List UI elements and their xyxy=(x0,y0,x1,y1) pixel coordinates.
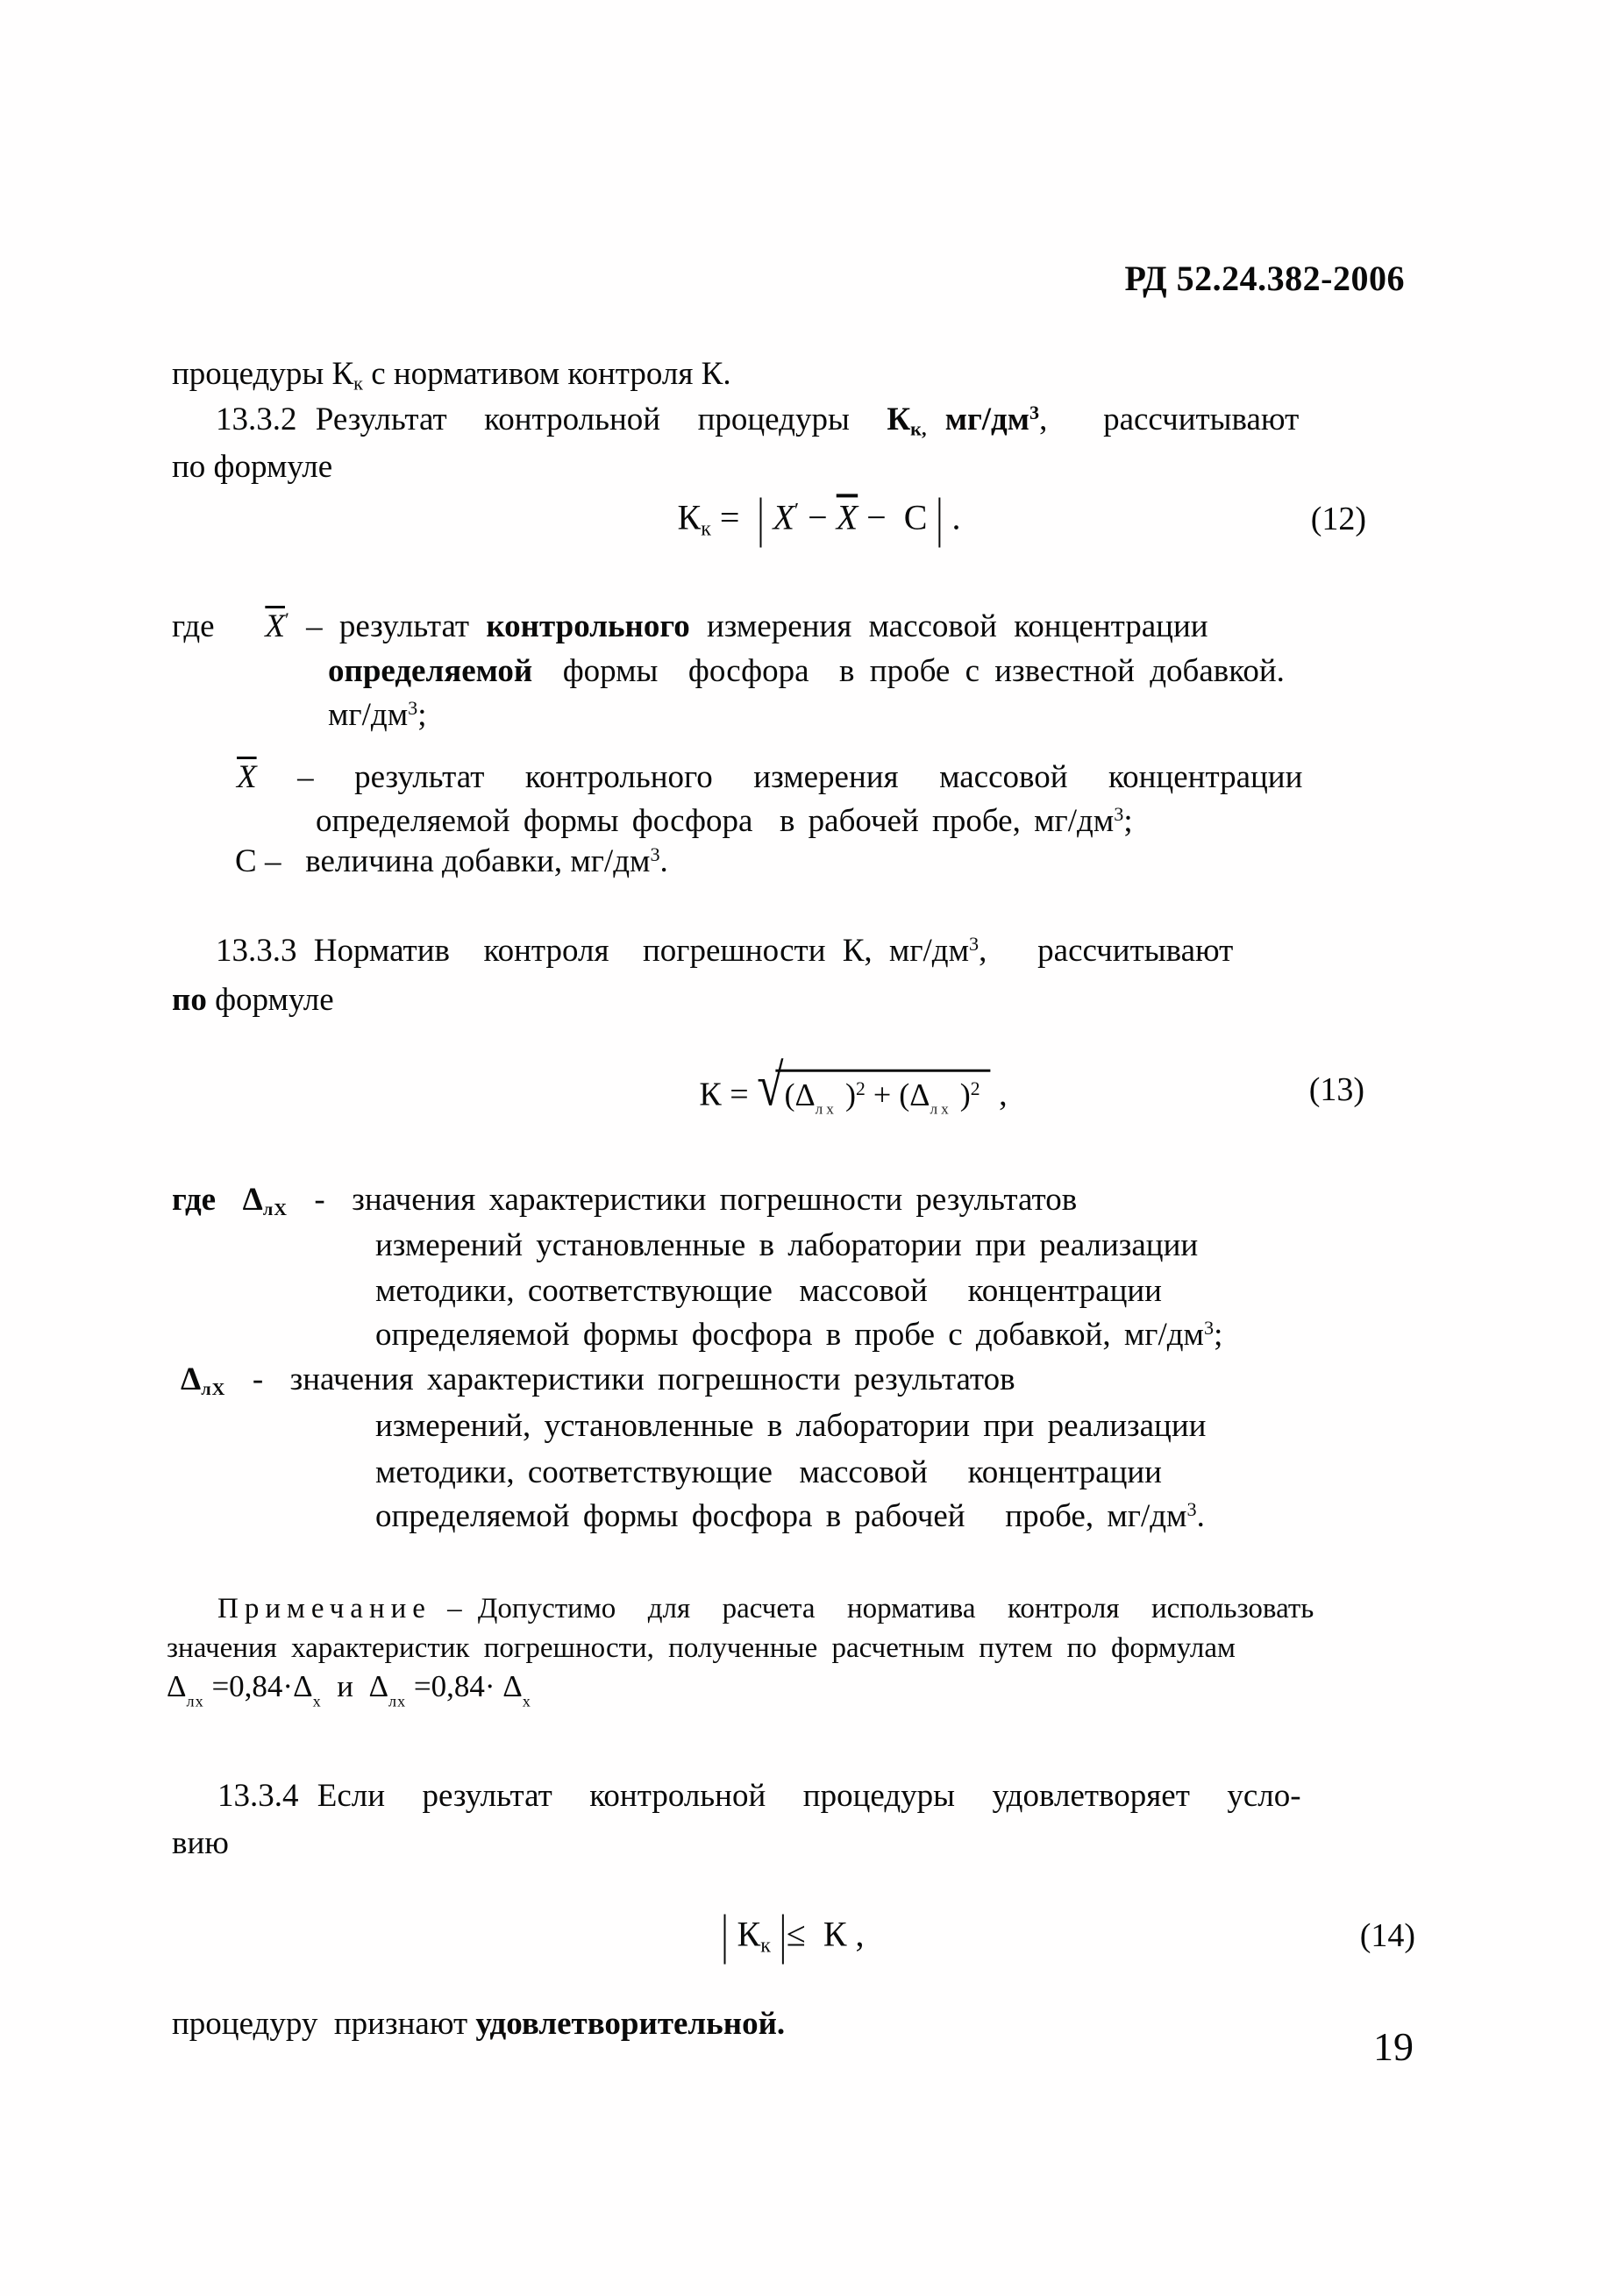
where-x-prime-line1 xyxy=(172,608,1208,644)
clause-13-3-2-line2: по формуле xyxy=(172,449,333,485)
radical-sign: √ xyxy=(757,1052,784,1118)
where-x-prime-line2 xyxy=(328,653,1285,689)
where-delta1-line4 xyxy=(375,1317,1222,1353)
formula-12-row xyxy=(0,484,1610,554)
definition-text-bold: контрольного xyxy=(486,608,690,644)
semicolon: ; xyxy=(1214,1317,1223,1353)
x-prime-bar-symbol: $\overline{X}$ xyxy=(265,608,285,644)
minus: − xyxy=(799,497,837,537)
delta-symbol: Δ xyxy=(181,1361,202,1397)
formula-13-label: (13) xyxy=(1308,1071,1364,1108)
clause-text: Норматив контроля погрешности К, мг/дм xyxy=(313,933,970,969)
clause-text-bold: по xyxy=(172,982,207,1018)
intro-text: процедуры К xyxy=(172,356,354,392)
definition-text: значения характеристики погрешности результатов xyxy=(352,1182,1078,1218)
clause-13-3-3-line1 xyxy=(216,933,1233,969)
where-delta1-line2: измерений установленные в лаборатории при реализации xyxy=(375,1227,1199,1263)
delta-subscript-2: х xyxy=(312,1692,322,1710)
clause-text-end: рассчитывают xyxy=(987,933,1234,969)
note-label: Примечание xyxy=(217,1593,431,1624)
comma: , xyxy=(979,933,987,969)
delta-subscript-2: лх xyxy=(930,1100,952,1118)
delta-paren-2: (Δ xyxy=(899,1077,930,1112)
abs-bar-right: | xyxy=(779,1903,787,1965)
semicolon: ; xyxy=(417,697,427,733)
plus: + xyxy=(865,1077,900,1112)
page-number: 19 xyxy=(1373,2024,1414,2069)
x-prime-symbol: X xyxy=(764,497,794,537)
equals: = xyxy=(730,1076,758,1113)
definition-text: определяемой формы фосфора в рабочей пробе, мг/дм xyxy=(375,1498,1187,1534)
delta-subscript: лХ xyxy=(262,1200,288,1220)
close-paren-2: ) xyxy=(951,1077,971,1112)
definition-text: результат xyxy=(338,608,487,644)
semicolon: ; xyxy=(1123,803,1133,839)
c-symbol: С xyxy=(903,497,937,537)
paragraph-intro xyxy=(172,356,731,395)
delta-subscript: лХ xyxy=(201,1380,226,1400)
definition-text: определяемой формы фосфора в рабочей пробе, мг/дм xyxy=(316,803,1115,839)
delta-subscript-4: х xyxy=(522,1692,531,1710)
note-line1 xyxy=(217,1593,1314,1625)
delta-symbol: Δ xyxy=(167,1669,187,1703)
prime-mark: ′ xyxy=(794,500,800,523)
delta-symbol-2: Δ xyxy=(293,1669,313,1703)
minus-2: − xyxy=(858,497,904,537)
kk-subscript: к, xyxy=(910,417,927,440)
where-delta2-line2: измерений, установленные в лаборатории при реализации xyxy=(375,1408,1207,1444)
unit-exponent: 3 xyxy=(1203,1316,1215,1339)
clause-text-end: рассчитывают xyxy=(1047,402,1300,437)
definition-text-bold: определяемой xyxy=(328,653,533,689)
unit-exponent: 3 xyxy=(650,842,660,865)
note-line2: значения характеристик погрешности, полученные расчетным путем по формулам xyxy=(167,1632,1236,1664)
delta-subscript: лх xyxy=(186,1692,204,1710)
abs-bar-left: | xyxy=(757,487,765,548)
where-delta2-line3: методики, соответствующие массовой концентрации xyxy=(375,1454,1162,1490)
exponent-2: 2 xyxy=(970,1077,980,1099)
x-bar-symbol: $\overline{X}$ xyxy=(237,759,257,795)
delta-subscript-3: лх xyxy=(388,1692,407,1710)
where-word: где xyxy=(172,1182,243,1218)
where-x-line2 xyxy=(316,803,1133,839)
period: . xyxy=(659,843,668,879)
where-c-line xyxy=(235,843,668,879)
space xyxy=(771,1914,780,1953)
unit-exponent: 3 xyxy=(1114,802,1124,825)
delta-symbol-3: Δ xyxy=(368,1669,388,1703)
clause-13-3-4-line1 xyxy=(217,1778,1301,1814)
unit-text: мг/дм xyxy=(328,697,409,733)
where-x-prime-line3 xyxy=(328,697,426,733)
period: . xyxy=(943,497,961,537)
clause-13-3-4-line2: вию xyxy=(172,1825,229,1861)
clause-number: 13.3.4 xyxy=(217,1778,317,1814)
less-equal-sign: ≤ xyxy=(786,1914,806,1954)
kk-symbol: К xyxy=(887,402,911,437)
delta-symbol: Δ xyxy=(242,1182,263,1218)
clause-text: формуле xyxy=(206,982,334,1018)
dash: – xyxy=(289,608,339,644)
definition-text: определяемой формы фосфора в пробе с добавкой, мг/дм xyxy=(375,1317,1204,1353)
close-paren: ) xyxy=(837,1077,856,1112)
prime-mark: ′ xyxy=(284,608,289,630)
dash: - xyxy=(287,1182,353,1218)
formula-14-label: (14) xyxy=(1359,1917,1415,1954)
radicand xyxy=(775,1070,990,1119)
k-symbol: К xyxy=(805,1914,856,1954)
formula-13-row xyxy=(0,1050,1610,1129)
dash: – xyxy=(256,843,306,879)
formula-12 xyxy=(677,487,961,548)
kk-symbol: К xyxy=(677,497,702,537)
equation-text-2: =0,84· xyxy=(406,1669,503,1703)
formula-14 xyxy=(721,1903,865,1965)
definition-text: величина добавки, мг/дм xyxy=(305,843,651,879)
clause-text: Результат контрольной процедуры xyxy=(315,402,887,437)
clause-number: 13.3.3 xyxy=(216,933,314,969)
unit-exponent: 3 xyxy=(969,932,980,955)
clause-number: 13.3.2 xyxy=(216,402,316,437)
delta-paren: (Δ xyxy=(784,1077,816,1112)
definition-text: результат контрольного измерения массовой концентрации xyxy=(354,759,1303,795)
note-text: – Допустимо для расчета норматива контроля использовать xyxy=(431,1593,1314,1624)
closing-text-bold: удовлетворительной. xyxy=(475,2006,786,2042)
dash: - xyxy=(225,1361,290,1397)
comma: , xyxy=(1039,402,1048,437)
k-subscript: к xyxy=(353,372,363,395)
intro-text-2: с нормативом контроля К. xyxy=(362,356,731,392)
where-delta2-line4 xyxy=(375,1498,1205,1534)
formula-12-label: (12) xyxy=(1310,501,1366,537)
abs-bar-right: | xyxy=(936,487,944,548)
period: . xyxy=(1196,1498,1205,1534)
definition-text: значения характеристики погрешности результатов xyxy=(289,1361,1015,1397)
clause-13-3-3-line2 xyxy=(172,982,334,1018)
k-symbol: К xyxy=(699,1076,730,1113)
where-delta1-line1 xyxy=(172,1182,1077,1220)
unit-exponent: 3 xyxy=(1029,401,1040,423)
note-formula xyxy=(167,1669,531,1710)
delta-symbol-4: Δ xyxy=(502,1669,523,1703)
formula-13 xyxy=(699,1052,1008,1119)
dash: – xyxy=(256,759,355,795)
x-bar-symbol: $\overline{X}$ xyxy=(836,497,858,537)
definition-text-2: измерения массовой концентрации xyxy=(689,608,1208,644)
c-symbol: С xyxy=(235,843,257,879)
comma: , xyxy=(990,1076,1008,1113)
equation-text: =0,84· xyxy=(203,1669,294,1703)
doc-number: РД 52.24.382-2006 xyxy=(1124,259,1405,298)
abs-bar-left: | xyxy=(721,1903,729,1965)
unit-exponent: 3 xyxy=(1186,1497,1197,1520)
formula-14-row xyxy=(0,1901,1610,1971)
comma: , xyxy=(855,1914,865,1954)
kk-subscript: к xyxy=(760,1934,771,1958)
clause-text: Если результат контрольной процедуры удовлетворяет усло- xyxy=(317,1778,1301,1814)
kk-symbol: К xyxy=(728,1914,761,1954)
and-word: и xyxy=(321,1669,369,1703)
closing-line xyxy=(172,2006,785,2042)
equals: = xyxy=(710,497,758,537)
delta-subscript: лх xyxy=(815,1100,837,1118)
where-delta1-line3: методики, соответствующие массовой концентрации xyxy=(375,1273,1162,1309)
kk-subscript: к xyxy=(701,517,711,541)
unit-exponent: 3 xyxy=(408,696,418,719)
exponent: 2 xyxy=(856,1077,866,1099)
unit-text: мг/дм xyxy=(926,402,1029,437)
where-delta2-line1 xyxy=(181,1361,1015,1400)
clause-13-3-2-line1 xyxy=(216,402,1299,441)
where-word: где xyxy=(172,608,266,644)
closing-text: процедуру признают xyxy=(172,2006,476,2042)
where-x-line1 xyxy=(237,759,1302,795)
definition-text: формы фосфора в пробе с известной добавкой. xyxy=(532,653,1285,689)
